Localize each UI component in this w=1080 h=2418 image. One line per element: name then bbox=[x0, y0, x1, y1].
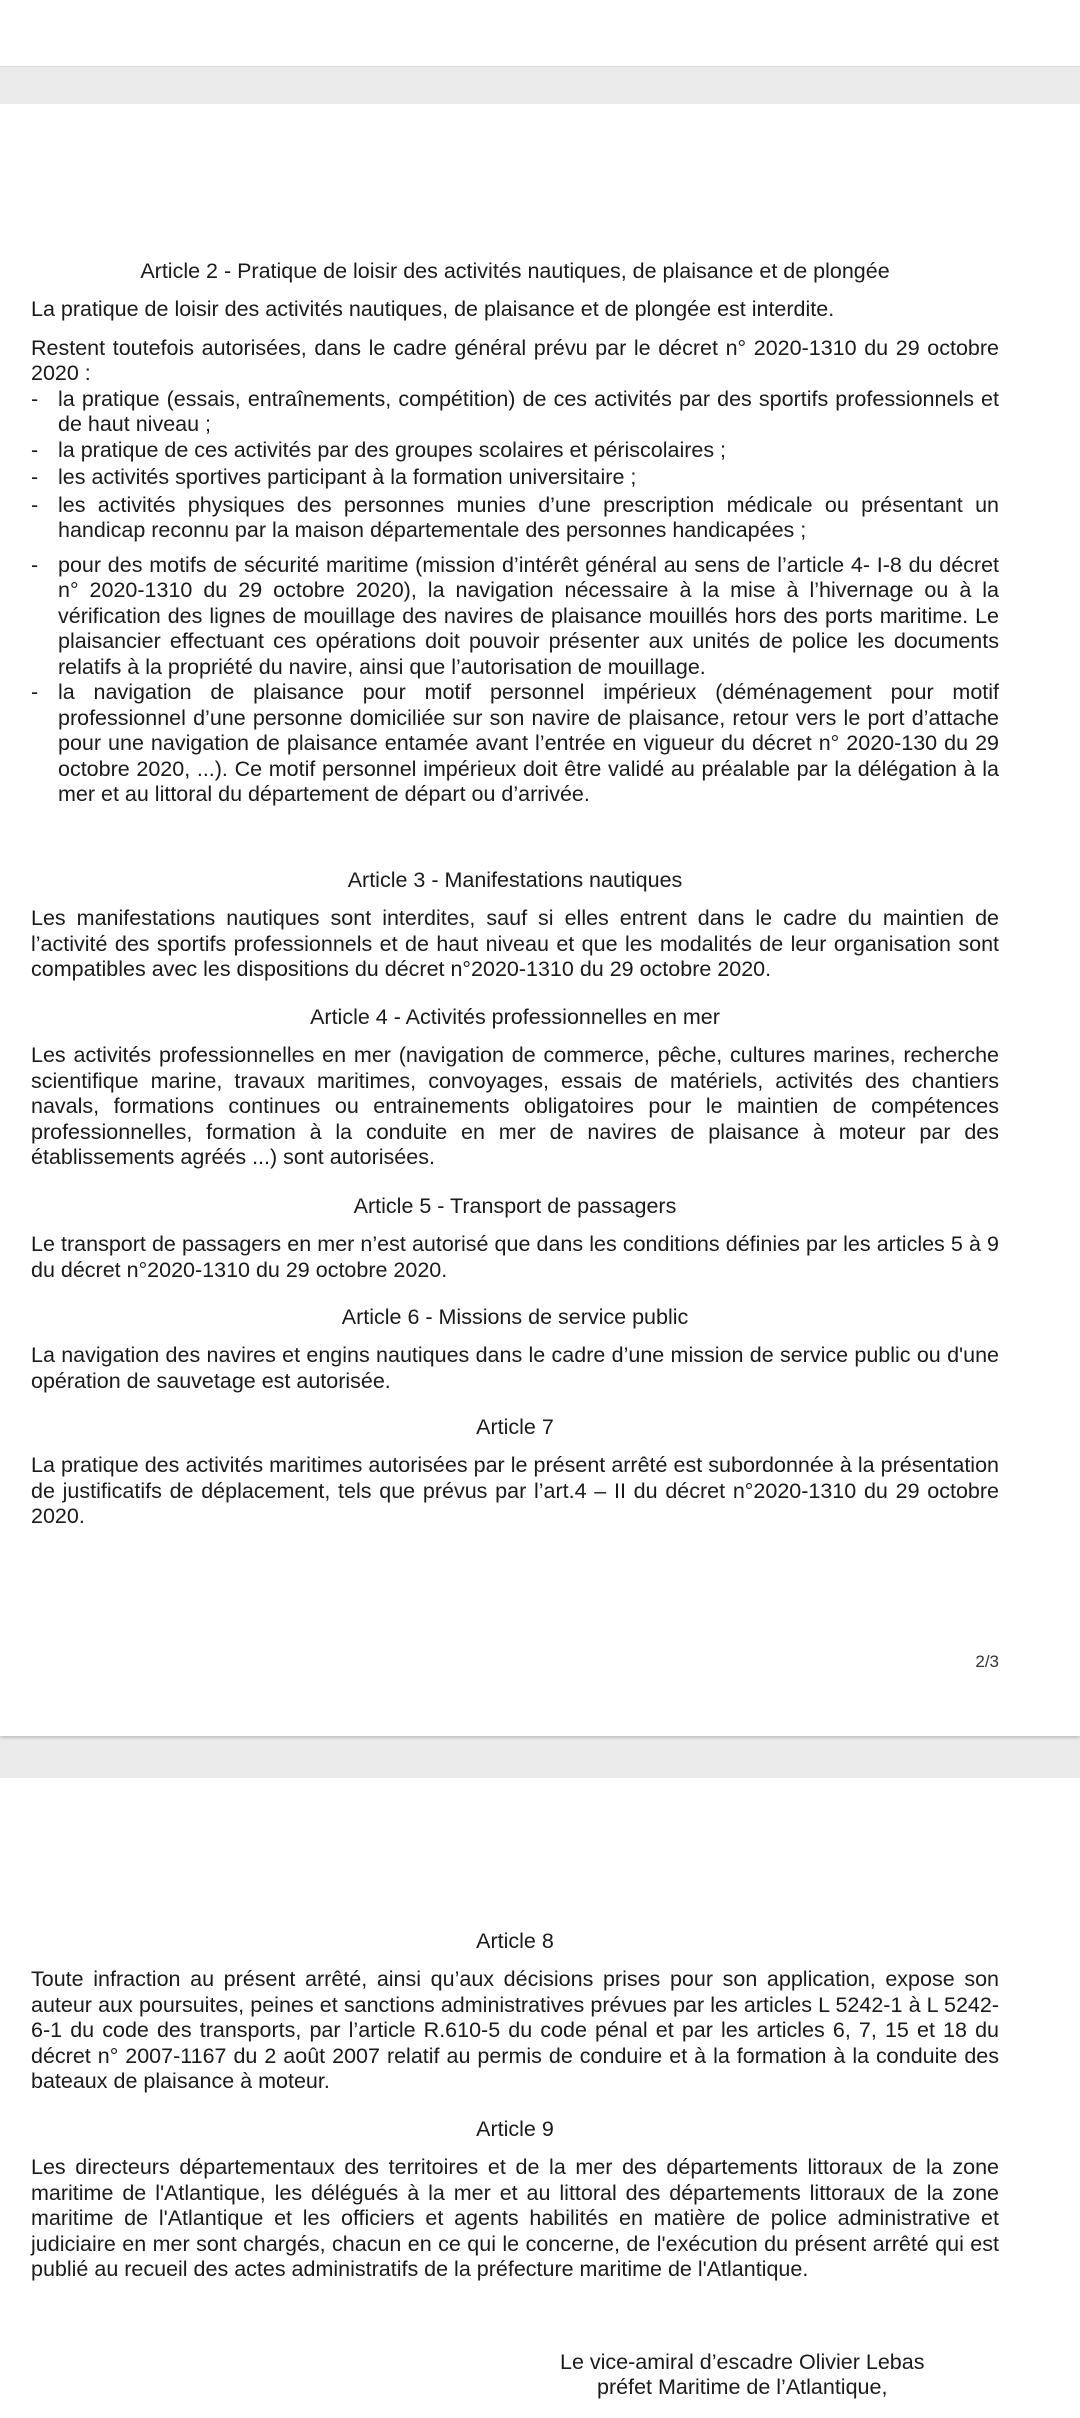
article-7-paragraph: La pratique des activités maritimes autorisées par le présent arrêté est subordonnée à la présentation de justificatifs de déplacement, tels que prévus par l’art.4 – II du décret n°2020-1310 du 29 octobre 2020. bbox=[31, 1453, 999, 1528]
article-4-heading: Article 4 - Activités professionnelles en mer bbox=[310, 1005, 720, 1029]
document-page-3[interactable] bbox=[0, 1778, 1080, 2418]
article-8-section bbox=[31, 1928, 999, 2095]
article-2-paragraph-2: Restent toutefois autorisées, dans le cadre général prévu par le décret n° 2020-1310 du 29 octobre 2020 : bbox=[31, 335, 999, 385]
article-3-section bbox=[31, 867, 999, 983]
article-4-section bbox=[31, 1004, 999, 1171]
article-6-paragraph: La navigation des navires et engins nautiques dans le cadre d’une mission de service public ou d'une opération de sauvetage est autorisée. bbox=[31, 1343, 999, 1393]
article-9-heading: Article 9 bbox=[476, 2117, 554, 2141]
list-item: - la pratique (essais, entraînements, compétition) de ces activités par des sportifs professionnels et de haut niveau ; bbox=[31, 387, 999, 438]
article-4-paragraph: Les activités professionnelles en mer (navigation de commerce, pêche, cultures marines, recherche scientifique marine, travaux maritimes, convoyages, essais de matériels, activités des chantiers navals, formations continues ou entrainements obligatoires pour le maintien de compétences professionnelles, formation à la conduite en mer de navires de plaisance à moteur par des établissements agréés ...) sont autorisées. bbox=[31, 1043, 999, 1169]
article-7-section bbox=[31, 1414, 999, 1530]
article-3-heading: Article 3 - Manifestations nautiques bbox=[347, 868, 683, 892]
page-number: 2/3 bbox=[975, 1652, 999, 1671]
article-9-paragraph: Les directeurs départementaux des territoires et de la mer des départements littoraux de la zone maritime de l'Atlantique, les délégués à la mer et au littoral des départements littoraux de la zone maritime de l'Atlantique et les officiers et agents habilités en matière de police administrative et judiciaire en mer sont chargés, chacun en ce qui le concerne, de l'exécution du présent arrêté qui est publié au recueil des actes administratifs de la préfecture maritime de l'Atlantique. bbox=[31, 2155, 999, 2281]
list-item: - la pratique de ces activités par des groupes scolaires et périscolaires ; bbox=[31, 438, 999, 464]
article-2-section bbox=[31, 258, 999, 808]
signature-block bbox=[560, 2350, 924, 2400]
article-9-section bbox=[31, 2116, 999, 2283]
list-item: - pour des motifs de sécurité maritime (mission d’intérêt général au sens de l’article 4- I-8 du décret n° 2020-1310 du 29 octobre 2020), la navigation nécessaire à la mise à l’hivernage ou à la vérification des lignes de mouillage des navires de plaisance mouillés hors des ports maritime. Le plaisancier effectuant ces opérations doit pouvoir présenter aux unités de police les documents relatifs à la propriété du navire, ainsi que l’autorisation de mouillage. bbox=[31, 553, 999, 681]
article-2-heading: Article 2 - Pratique de loisir des activités nautiques, de plaisance et de plongée bbox=[140, 259, 890, 283]
article-2-paragraph-1: La pratique de loisir des activités nautiques, de plaisance et de plongée est interdite. bbox=[31, 297, 835, 321]
article-8-heading: Article 8 bbox=[476, 1929, 554, 1953]
list-item: - les activités physiques des personnes munies d’une prescription médicale ou présentant un handicap reconnu par la maison départementale des personnes handicapées ; bbox=[31, 493, 999, 544]
document-page-2[interactable] bbox=[0, 104, 1080, 1736]
signature-name: Le vice-amiral d’escadre Olivier Lebas bbox=[560, 2350, 925, 2374]
article-5-section bbox=[31, 1193, 999, 1283]
viewer-top-bar bbox=[0, 0, 1080, 67]
article-5-heading: Article 5 - Transport de passagers bbox=[353, 1194, 677, 1218]
article-3-paragraph: Les manifestations nautiques sont interdites, sauf si elles entrent dans le cadre du maintien de l’activité des sportifs professionnels et de haut niveau et que les modalités de leur organisation sont compatibles avec les dispositions du décret n°2020-1310 du 29 octobre 2020. bbox=[31, 906, 999, 981]
article-6-heading: Article 6 - Missions de service public bbox=[341, 1305, 689, 1329]
article-6-section bbox=[31, 1304, 999, 1394]
list-item: - les activités sportives participant à la formation universitaire ; bbox=[31, 465, 999, 491]
article-7-heading: Article 7 bbox=[476, 1415, 554, 1439]
signature-title: préfet Maritime de l’Atlantique, bbox=[597, 2375, 888, 2399]
list-item: - la navigation de plaisance pour motif personnel impérieux (déménagement pour motif professionnel d’une personne domiciliée sur son navire de plaisance, retour vers le port d’attache pour une navigation de plaisance entamée avant l’entrée en vigueur du décret n° 2020-130 du 29 octobre 2020, ...). Ce motif personnel impérieux doit être validé au préalable par la délégation à la mer et au littoral du département de départ ou d’arrivée. bbox=[31, 680, 999, 808]
article-2-list bbox=[31, 387, 999, 808]
article-5-paragraph: Le transport de passagers en mer n’est autorisé que dans les conditions définies par les articles 5 à 9 du décret n°2020-1310 du 29 octobre 2020. bbox=[31, 1232, 999, 1282]
article-8-paragraph: Toute infraction au présent arrêté, ainsi qu’aux décisions prises pour son application, expose son auteur aux poursuites, peines et sanctions administratives prévues par les articles L 5242-1 à L 5242-6-1 du code des transports, par l’article R.610-5 du code pénal et par les articles 6, 7, 15 et 18 du décret n° 2007-1167 du 2 août 2007 relatif au permis de conduire et à la formation à la conduite des bateaux de plaisance à moteur. bbox=[31, 1967, 999, 2093]
